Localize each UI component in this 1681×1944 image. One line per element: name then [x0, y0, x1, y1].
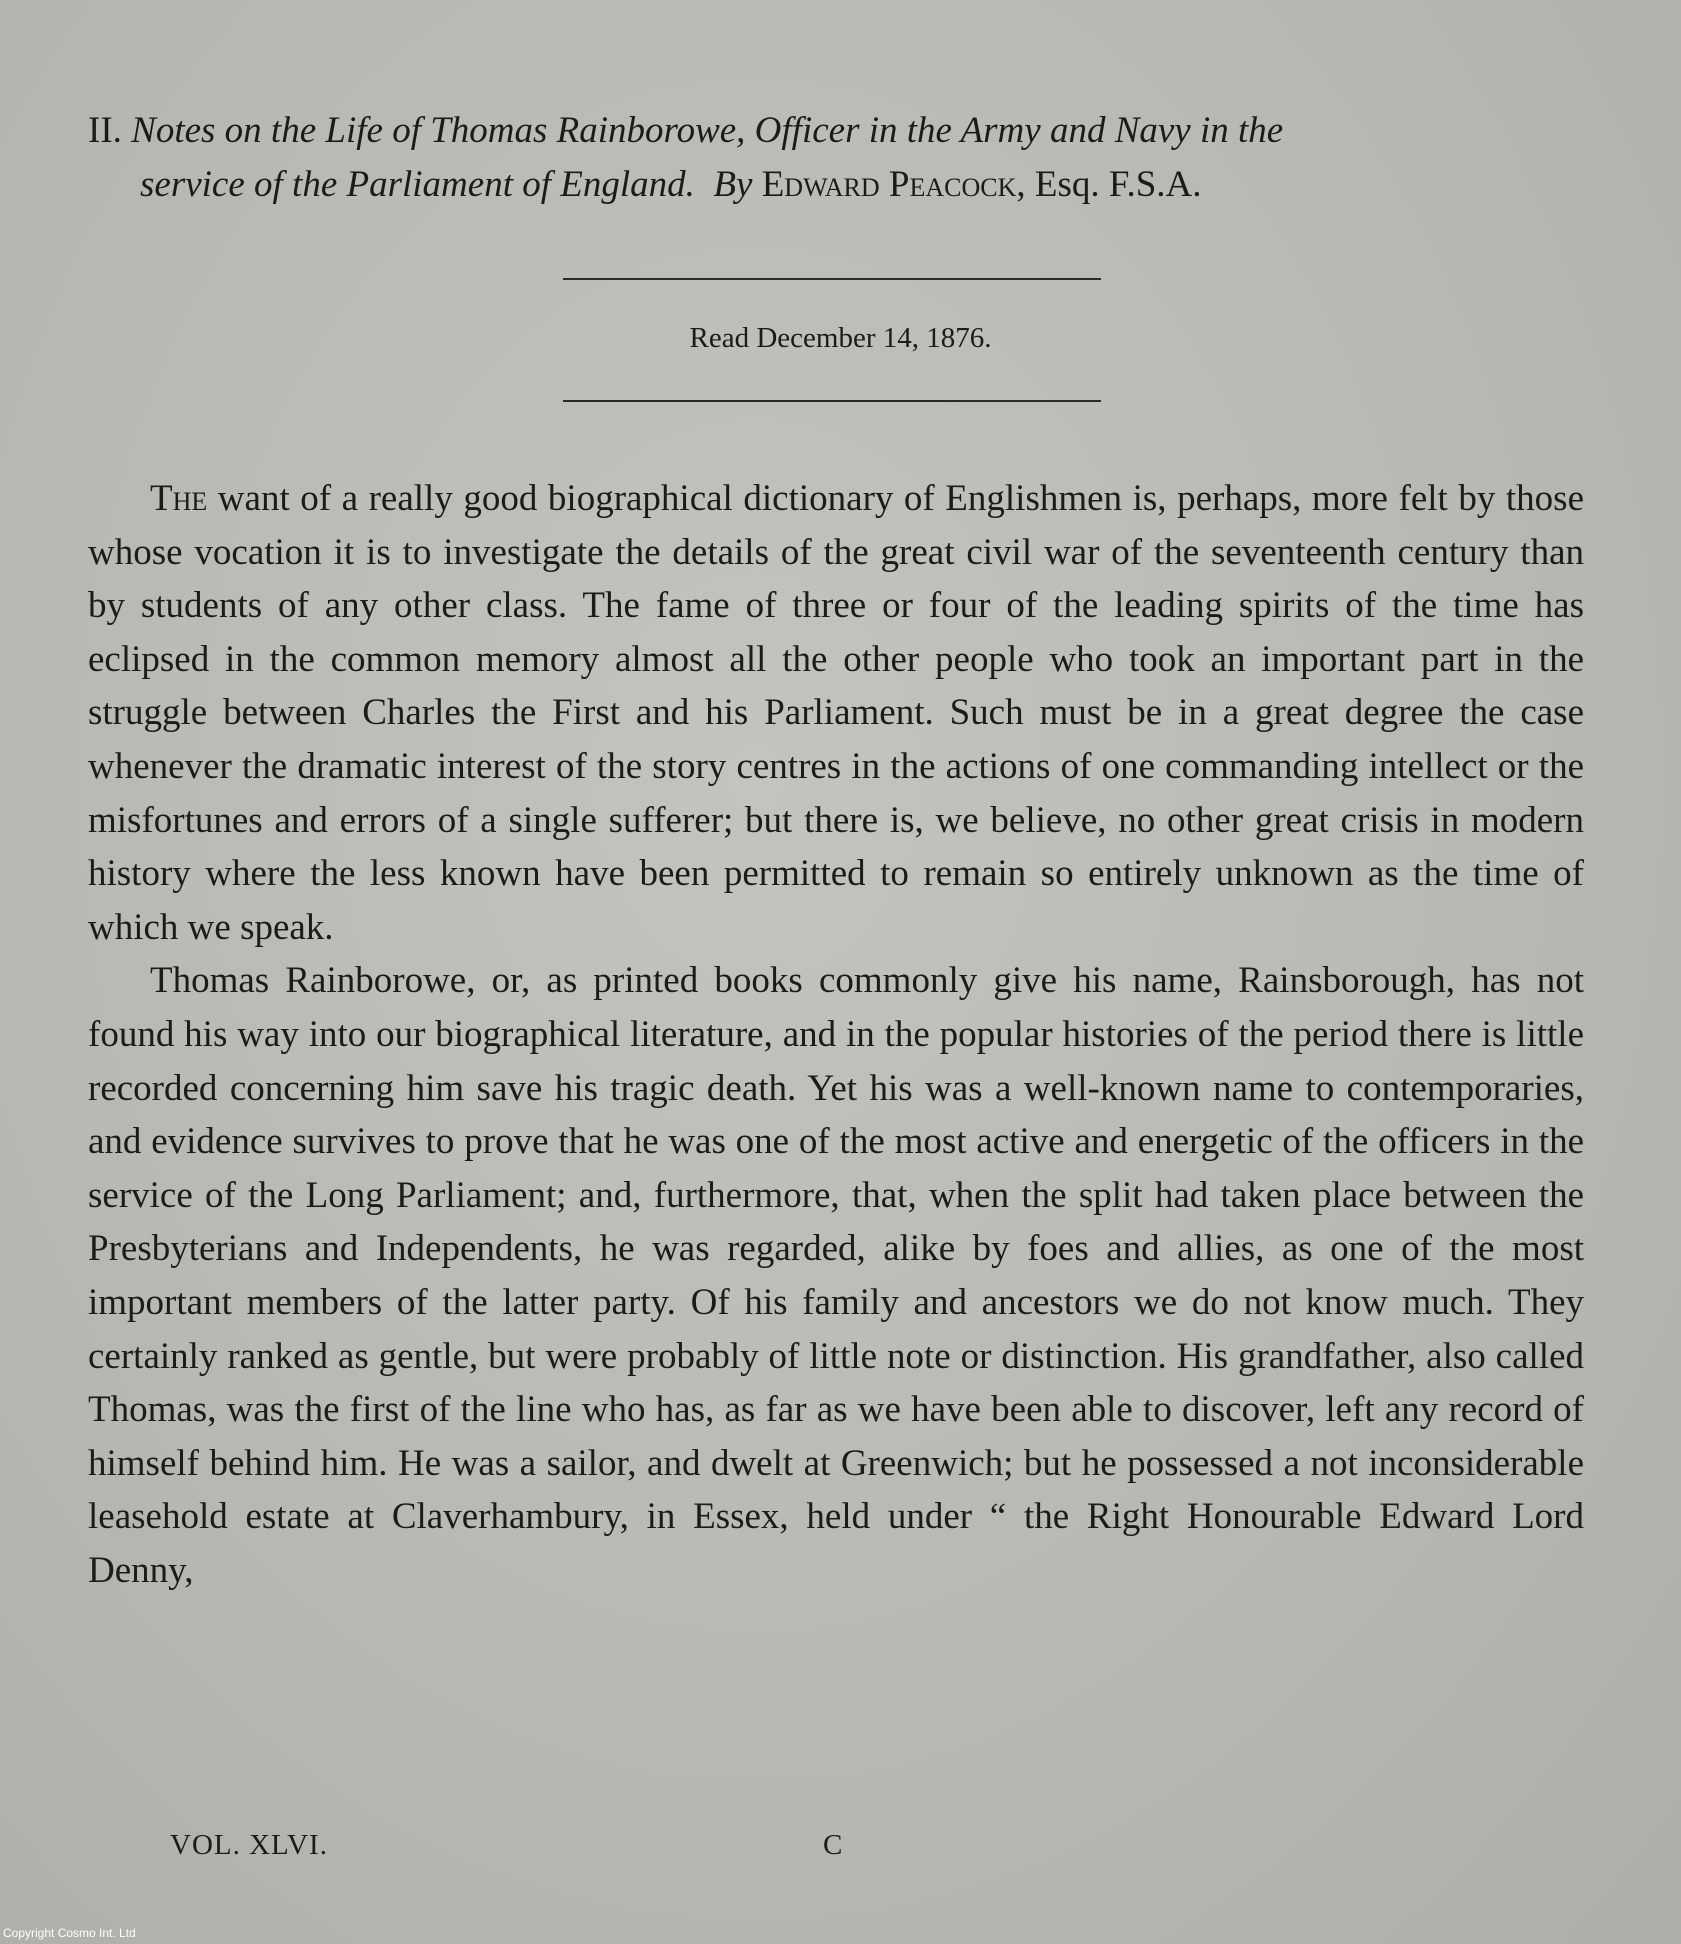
paragraph-text: Thomas Rainborowe, or, as printed books commonly give his name, Rainsborough, has not found his way into our biographical literature, and in the popular histories of the period there is little recorded concerning him save his tragic death. Yet his was a well-known name to contemporaries, and evidence survives to prove that he was one of the most active and energetic of the officers in the service of the Long Parliament; and, furthermore, that, when the split had taken place between the Presbyterians and Independents, he was regarded, alike by foes and allies, as one of the most important members of the latter party. Of his family and ancestors we do not know much. They certainly ranked as gentle, but were probably of little note or distinction. His grandfather, also called Thomas, was the first of the line who has, as far as we have been able to discover, left any record of himself behind him. He was a sailor, and dwelt at Greenwich; but he possessed a not inconsiderable leasehold estate at Claverhambury, in Essex, held under “ the Right Honourable Edward Lord Denny,	[88, 960, 1584, 1591]
copyright-watermark: Copyright Cosmo Int. Ltd	[3, 1926, 136, 1940]
volume-number: VOL. XLVI.	[170, 1829, 328, 1861]
signature-mark: C	[823, 1829, 843, 1861]
body-text	[88, 472, 1584, 1597]
paragraph-lead-word: The	[150, 478, 208, 519]
heading-line-1	[88, 104, 1588, 158]
author-name: Edward Peacock	[761, 164, 1017, 205]
paragraph	[88, 954, 1584, 1597]
article-title-part-1: Notes on the Life of Thomas Rainborowe, Officer in the Army and Navy in the	[131, 110, 1284, 151]
divider-bottom	[563, 400, 1101, 402]
byline-by: By	[713, 164, 753, 205]
section-numeral: II.	[88, 110, 122, 151]
divider-top	[563, 278, 1101, 280]
heading-line-2	[88, 158, 1588, 212]
paragraph-text: want of a really good biographical dictionary of Englishmen is, perhaps, more felt by those whose vocation it is to investigate the details of the great civil war of the seventeenth century than by students of any other class. The fame of three or four of the leading spirits of the time has eclipsed in the common memory almost all the other people who took an important part in the struggle between Charles the First and his Parliament. Such must be in a great degree the case whenever the dramatic interest of the story centres in the actions of one commanding intellect or the misfortunes and errors of a single sufferer; but there is, we believe, no other great crisis in modern history where the less known have been permitted to remain so entirely unknown as the time of which we speak.	[88, 478, 1584, 948]
author-suffix: , Esq. F.S.A.	[1016, 164, 1202, 205]
article-heading	[88, 104, 1588, 212]
read-date: Read December 14, 1876.	[689, 322, 992, 354]
paragraph	[88, 472, 1584, 954]
article-title-part-2: service of the Parliament of England.	[140, 164, 695, 205]
